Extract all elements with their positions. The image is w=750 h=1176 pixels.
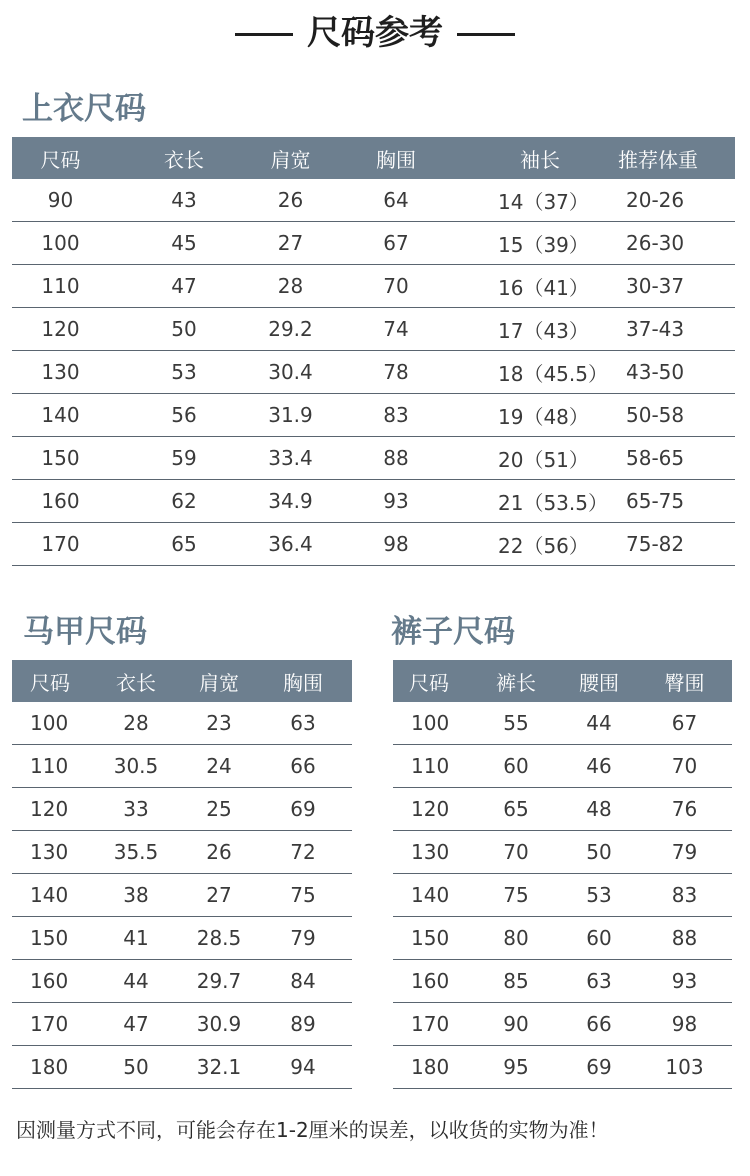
vest-size-table bbox=[12, 660, 352, 1089]
table-row bbox=[12, 394, 735, 437]
table-cell: 43 bbox=[109, 179, 259, 222]
page-title bbox=[0, 8, 750, 58]
table-cell: 69 bbox=[561, 1046, 637, 1089]
table-cell: 55 bbox=[471, 702, 561, 745]
table-cell: 50 bbox=[109, 308, 259, 351]
table-cell: 31.9 bbox=[259, 394, 322, 437]
top-section-title: 上衣尺码 bbox=[22, 91, 146, 127]
table-cell: 67 bbox=[637, 702, 732, 745]
table-cell: 27 bbox=[259, 222, 322, 265]
table-cell: 89 bbox=[254, 1003, 352, 1046]
table-cell: 23 bbox=[184, 702, 254, 745]
table-cell: 180 bbox=[393, 1046, 471, 1089]
table-cell: 90 bbox=[12, 179, 109, 222]
table-cell: 130 bbox=[393, 831, 471, 874]
column-header: 衣长 bbox=[109, 137, 259, 179]
column-header: 胸围 bbox=[322, 137, 470, 179]
column-header: 尺码 bbox=[12, 660, 88, 702]
table-row bbox=[12, 523, 735, 566]
table-cell: 140 bbox=[12, 394, 109, 437]
table-cell: 29.2 bbox=[259, 308, 322, 351]
table-cell: 120 bbox=[393, 788, 471, 831]
table-cell: 47 bbox=[109, 265, 259, 308]
table-cell: 18（45.5） bbox=[470, 351, 610, 394]
table-cell: 160 bbox=[12, 480, 109, 523]
table-cell: 41 bbox=[88, 917, 184, 960]
table-cell: 150 bbox=[393, 917, 471, 960]
table-cell: 80 bbox=[471, 917, 561, 960]
table-cell: 20（51） bbox=[470, 437, 610, 480]
table-row bbox=[12, 917, 352, 960]
vest-header-row bbox=[12, 660, 352, 702]
table-row bbox=[12, 222, 735, 265]
table-cell: 94 bbox=[254, 1046, 352, 1089]
table-cell: 20-26 bbox=[610, 179, 735, 222]
pants-header-row bbox=[393, 660, 732, 702]
table-cell: 62 bbox=[109, 480, 259, 523]
table-cell: 90 bbox=[471, 1003, 561, 1046]
table-cell: 33.4 bbox=[259, 437, 322, 480]
table-cell: 70 bbox=[471, 831, 561, 874]
table-cell: 160 bbox=[12, 960, 88, 1003]
table-cell: 65 bbox=[109, 523, 259, 566]
table-row bbox=[12, 788, 352, 831]
table-cell: 44 bbox=[561, 702, 637, 745]
vest-section-title: 马甲尺码 bbox=[23, 614, 147, 650]
table-cell: 60 bbox=[561, 917, 637, 960]
top-size-table bbox=[12, 137, 735, 566]
page-title-text: 尺码参考 bbox=[307, 13, 443, 53]
table-row bbox=[12, 960, 352, 1003]
table-cell: 88 bbox=[322, 437, 470, 480]
table-cell: 72 bbox=[254, 831, 352, 874]
table-row bbox=[12, 480, 735, 523]
table-row bbox=[393, 702, 732, 745]
table-cell: 56 bbox=[109, 394, 259, 437]
table-cell: 64 bbox=[322, 179, 470, 222]
table-row bbox=[12, 831, 352, 874]
table-cell: 78 bbox=[322, 351, 470, 394]
table-cell: 15（39） bbox=[470, 222, 610, 265]
column-header: 尺码 bbox=[12, 137, 109, 179]
column-header: 肩宽 bbox=[184, 660, 254, 702]
column-header: 衣长 bbox=[88, 660, 184, 702]
table-cell: 50 bbox=[561, 831, 637, 874]
table-cell: 35.5 bbox=[88, 831, 184, 874]
table-row bbox=[12, 1003, 352, 1046]
table-cell: 70 bbox=[322, 265, 470, 308]
title-dash-right bbox=[457, 33, 515, 36]
table-cell: 130 bbox=[12, 351, 109, 394]
table-cell: 17（43） bbox=[470, 308, 610, 351]
table-cell: 24 bbox=[184, 745, 254, 788]
table-cell: 170 bbox=[12, 1003, 88, 1046]
table-cell: 28.5 bbox=[184, 917, 254, 960]
table-row bbox=[12, 265, 735, 308]
table-cell: 27 bbox=[184, 874, 254, 917]
table-row bbox=[393, 917, 732, 960]
table-row bbox=[12, 351, 735, 394]
column-header: 袖长 bbox=[470, 137, 610, 179]
table-cell: 130 bbox=[12, 831, 88, 874]
table-cell: 19（48） bbox=[470, 394, 610, 437]
table-cell: 65-75 bbox=[610, 480, 735, 523]
table-cell: 83 bbox=[322, 394, 470, 437]
table-cell: 69 bbox=[254, 788, 352, 831]
table-cell: 50-58 bbox=[610, 394, 735, 437]
table-cell: 30.9 bbox=[184, 1003, 254, 1046]
table-cell: 34.9 bbox=[259, 480, 322, 523]
table-cell: 30.4 bbox=[259, 351, 322, 394]
table-cell: 65 bbox=[471, 788, 561, 831]
table-cell: 60 bbox=[471, 745, 561, 788]
table-cell: 98 bbox=[322, 523, 470, 566]
table-cell: 110 bbox=[12, 265, 109, 308]
table-cell: 47 bbox=[88, 1003, 184, 1046]
table-row bbox=[12, 874, 352, 917]
table-cell: 170 bbox=[12, 523, 109, 566]
table-cell: 70 bbox=[637, 745, 732, 788]
table-cell: 100 bbox=[393, 702, 471, 745]
table-cell: 26 bbox=[184, 831, 254, 874]
table-cell: 63 bbox=[254, 702, 352, 745]
table-cell: 66 bbox=[561, 1003, 637, 1046]
table-cell: 48 bbox=[561, 788, 637, 831]
table-cell: 38 bbox=[88, 874, 184, 917]
measurement-note: 因测量方式不同，可能会存在1-2厘米的误差，以收货的实物为准！ bbox=[16, 1118, 609, 1142]
table-cell: 100 bbox=[12, 222, 109, 265]
table-cell: 16（41） bbox=[470, 265, 610, 308]
table-cell: 22（56） bbox=[470, 523, 610, 566]
table-row bbox=[393, 1046, 732, 1089]
table-cell: 37-43 bbox=[610, 308, 735, 351]
table-cell: 140 bbox=[12, 874, 88, 917]
table-cell: 140 bbox=[393, 874, 471, 917]
table-cell: 66 bbox=[254, 745, 352, 788]
table-cell: 53 bbox=[109, 351, 259, 394]
column-header: 裤长 bbox=[471, 660, 561, 702]
table-cell: 150 bbox=[12, 917, 88, 960]
table-cell: 53 bbox=[561, 874, 637, 917]
table-row bbox=[393, 788, 732, 831]
table-row bbox=[393, 874, 732, 917]
table-cell: 14（37） bbox=[470, 179, 610, 222]
column-header: 肩宽 bbox=[259, 137, 322, 179]
title-dash-left bbox=[235, 33, 293, 36]
pants-section-title: 裤子尺码 bbox=[391, 614, 515, 650]
table-row bbox=[393, 831, 732, 874]
table-cell: 45 bbox=[109, 222, 259, 265]
column-header: 胸围 bbox=[254, 660, 352, 702]
table-cell: 95 bbox=[471, 1046, 561, 1089]
table-cell: 75 bbox=[254, 874, 352, 917]
table-cell: 160 bbox=[393, 960, 471, 1003]
table-cell: 63 bbox=[561, 960, 637, 1003]
table-cell: 28 bbox=[88, 702, 184, 745]
table-cell: 74 bbox=[322, 308, 470, 351]
table-cell: 29.7 bbox=[184, 960, 254, 1003]
table-cell: 110 bbox=[12, 745, 88, 788]
table-cell: 93 bbox=[637, 960, 732, 1003]
table-cell: 28 bbox=[259, 265, 322, 308]
table-row bbox=[12, 702, 352, 745]
table-cell: 85 bbox=[471, 960, 561, 1003]
column-header: 推荐体重 bbox=[610, 137, 735, 179]
table-cell: 88 bbox=[637, 917, 732, 960]
top-header-row bbox=[12, 137, 735, 179]
table-cell: 79 bbox=[254, 917, 352, 960]
table-cell: 120 bbox=[12, 308, 109, 351]
table-row bbox=[12, 437, 735, 480]
table-cell: 58-65 bbox=[610, 437, 735, 480]
table-cell: 75 bbox=[471, 874, 561, 917]
table-row bbox=[12, 1046, 352, 1089]
table-cell: 25 bbox=[184, 788, 254, 831]
pants-size-table bbox=[393, 660, 732, 1089]
table-cell: 110 bbox=[393, 745, 471, 788]
table-cell: 21（53.5） bbox=[470, 480, 610, 523]
table-cell: 100 bbox=[12, 702, 88, 745]
table-cell: 44 bbox=[88, 960, 184, 1003]
table-cell: 98 bbox=[637, 1003, 732, 1046]
table-cell: 67 bbox=[322, 222, 470, 265]
table-cell: 32.1 bbox=[184, 1046, 254, 1089]
table-cell: 120 bbox=[12, 788, 88, 831]
column-header: 腰围 bbox=[561, 660, 637, 702]
table-cell: 46 bbox=[561, 745, 637, 788]
table-cell: 150 bbox=[12, 437, 109, 480]
table-cell: 103 bbox=[637, 1046, 732, 1089]
table-cell: 79 bbox=[637, 831, 732, 874]
table-cell: 76 bbox=[637, 788, 732, 831]
table-row bbox=[393, 1003, 732, 1046]
table-cell: 30-37 bbox=[610, 265, 735, 308]
table-cell: 83 bbox=[637, 874, 732, 917]
table-cell: 180 bbox=[12, 1046, 88, 1089]
table-cell: 93 bbox=[322, 480, 470, 523]
table-cell: 36.4 bbox=[259, 523, 322, 566]
table-row bbox=[12, 745, 352, 788]
table-cell: 30.5 bbox=[88, 745, 184, 788]
table-cell: 26 bbox=[259, 179, 322, 222]
table-cell: 43-50 bbox=[610, 351, 735, 394]
table-row bbox=[12, 179, 735, 222]
table-row bbox=[393, 960, 732, 1003]
table-cell: 170 bbox=[393, 1003, 471, 1046]
column-header: 臀围 bbox=[637, 660, 732, 702]
table-cell: 50 bbox=[88, 1046, 184, 1089]
table-cell: 84 bbox=[254, 960, 352, 1003]
table-cell: 33 bbox=[88, 788, 184, 831]
table-row bbox=[393, 745, 732, 788]
column-header: 尺码 bbox=[393, 660, 471, 702]
table-cell: 59 bbox=[109, 437, 259, 480]
table-row bbox=[12, 308, 735, 351]
table-cell: 26-30 bbox=[610, 222, 735, 265]
table-cell: 75-82 bbox=[610, 523, 735, 566]
